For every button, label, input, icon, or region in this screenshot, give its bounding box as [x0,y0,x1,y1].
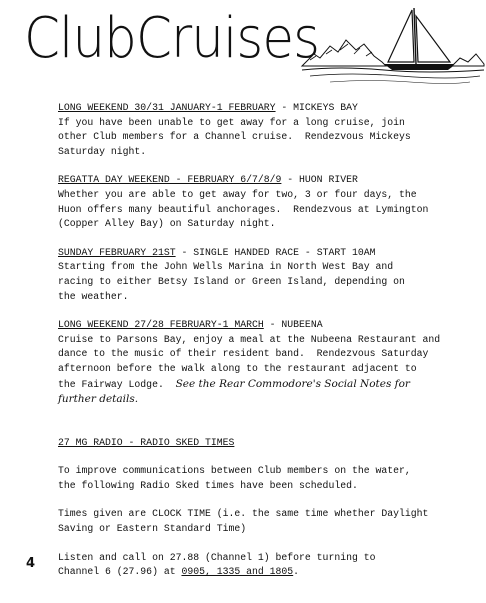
article-body [58,101,476,594]
event-section [58,318,476,408]
body-line: To improve communications between Club members on the water, [58,465,411,477]
sailboat-illustration [300,4,486,90]
body-line [58,565,476,580]
page-title: ClubCruises [24,6,320,71]
body-line: Huon offers many beautiful anchorages. Rendezvous at Lymington [58,203,429,215]
event-location: - MICKEYS BAY [275,102,358,113]
event-location: - NUBEENA [263,319,323,331]
event-heading [58,173,476,188]
handwritten-note: See the Rear Commodore's Social Notes for [175,377,410,390]
body-line: Saving or Eastern Standard Time) [58,523,247,535]
event-location: - SINGLE HANDED RACE - START 10AM [175,246,376,258]
body-line [58,392,476,408]
event-date: LONG WEEKEND 30/31 JANUARY-1 FEBRUARY [58,102,276,113]
event-date: LONG WEEKEND 27/28 FEBRUARY-1 MARCH [58,319,264,331]
body-line: Listen and call on 27.88 (Channel 1) before turning to [58,551,376,563]
body-line: the weather. [58,290,129,302]
radio-section [58,436,476,580]
event-section [58,246,476,304]
body-line: If you have been unable to get away for a long cruise, join [58,116,405,128]
body-line [58,377,476,393]
page-number: 4 [26,556,36,571]
body-line: Saturday night. [58,145,147,157]
body-line: Times given are CLOCK TIME (i.e. the same time whether Daylight [58,508,429,520]
body-line: racing to either Betsy Island or Green Island, depending on [58,275,405,287]
body-line: the following Radio Sked times have been scheduled. [58,479,358,491]
body-line: Cruise to Parsons Bay, enjoy a meal at the Nubeena Restaurant and [58,333,441,345]
event-section [58,101,476,159]
body-line: (Copper Alley Bay) on Saturday night. [58,218,276,230]
body-text: Channel 6 (27.96) at [58,566,182,578]
event-heading [58,318,476,333]
body-line: Whether you are able to get away for two, 3 or four days, the [58,188,417,200]
sked-times: 0905, 1335 and 1805 [181,566,294,578]
event-section [58,173,476,231]
masthead [0,0,486,95]
event-location: - HUON RIVER [281,174,358,186]
body-text: the Fairway Lodge. [58,378,176,390]
handwritten-note: further details. [58,393,139,406]
body-line: Starting from the John Wells Marina in North West Bay and [58,261,394,273]
event-heading [58,101,476,116]
event-date: SUNDAY FEBRUARY 21ST [58,246,176,258]
body-line: afternoon before the walk along to the restaurant adjacent to [58,362,417,374]
event-date: REGATTA DAY WEEKEND - FEBRUARY 6/7/8/9 [58,174,282,186]
body-text: . [293,566,300,578]
body-line: dance to the music of their resident band. Rendezvous Saturday [58,348,429,360]
event-heading [58,246,476,261]
radio-heading: 27 MG RADIO - RADIO SKED TIMES [58,436,235,448]
body-line: other Club members for a Channel cruise. Rendezvous Mickeys [58,131,411,143]
